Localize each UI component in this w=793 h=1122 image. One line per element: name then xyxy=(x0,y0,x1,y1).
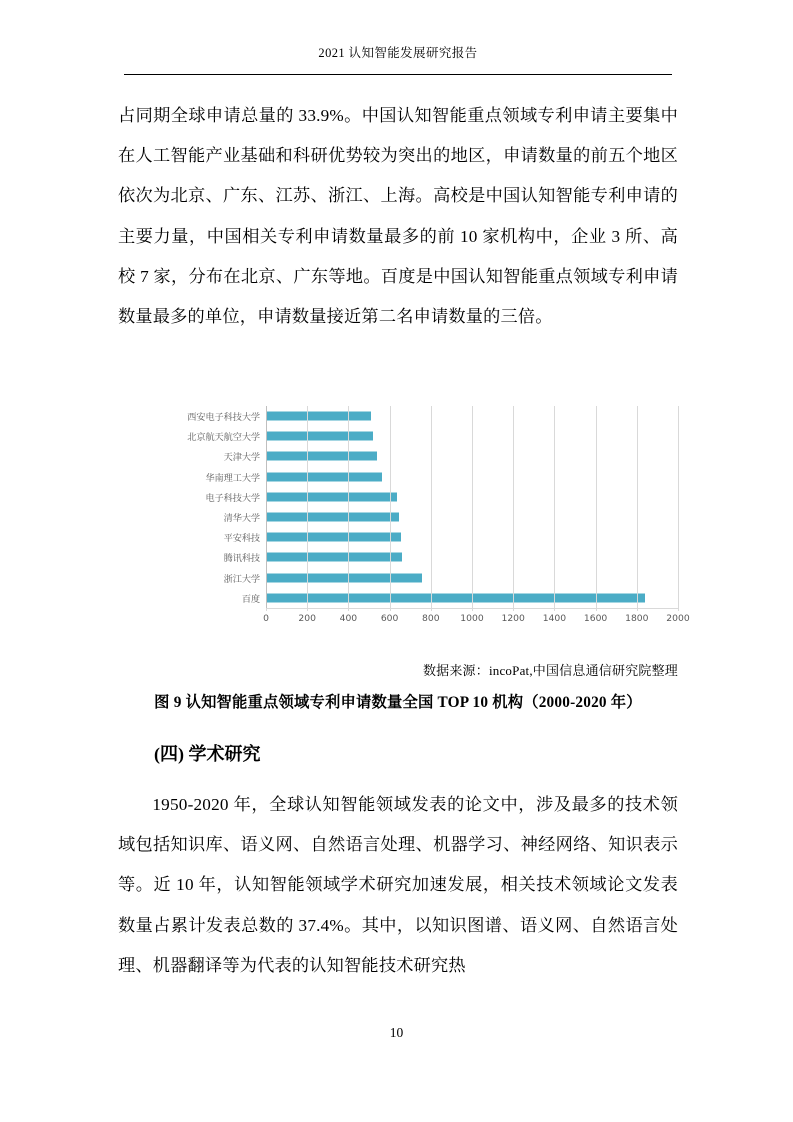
chart-tick-mark xyxy=(390,608,391,611)
chart-bar-track xyxy=(266,487,678,507)
chart-category-label: 清华大学 xyxy=(223,513,260,525)
chart-category-label: 西安电子科技大学 xyxy=(187,412,260,424)
chart-bar-track xyxy=(266,527,678,547)
chart-category-label: 电子科技大学 xyxy=(205,492,260,504)
chart-bar-row xyxy=(118,406,678,426)
chart-bar xyxy=(266,412,371,421)
chart-rows xyxy=(118,406,678,608)
chart-tick-label: 600 xyxy=(380,613,399,624)
chart-tick-label: 0 xyxy=(263,613,269,624)
chart-bar xyxy=(266,513,399,522)
chart-bar-row xyxy=(118,467,678,487)
chart-bar xyxy=(266,472,382,481)
chart-tick-label: 1600 xyxy=(583,613,608,624)
header-divider xyxy=(124,74,672,75)
chart-category-label: 腾讯科技 xyxy=(223,553,260,565)
chart-bar-row xyxy=(118,446,678,466)
chart-bar xyxy=(266,492,397,501)
figure-source-note: 数据来源：incoPat,中国信息通信研究院整理 xyxy=(422,663,678,678)
running-header-title: 2021 认知智能发展研究报告 xyxy=(318,46,478,60)
chart-bar-row xyxy=(118,507,678,527)
chart-tick-mark xyxy=(596,608,597,611)
figure-caption: 图 9 认知智能重点领域专利申请数量全国 TOP 10 机构（2000-2020 年） xyxy=(154,694,642,711)
chart-tick-mark xyxy=(266,608,267,611)
chart-tick-label: 800 xyxy=(422,613,440,624)
bar-chart xyxy=(118,400,690,632)
chart-bar xyxy=(266,553,402,562)
page-number: 10 xyxy=(389,1025,404,1040)
chart-bar-track xyxy=(266,547,678,567)
chart-tick-label: 1000 xyxy=(460,613,484,624)
chart-tick-label: 1200 xyxy=(501,613,525,624)
chart-category-label: 北京航天航空大学 xyxy=(187,432,260,444)
chart-tick-label: 1400 xyxy=(542,613,567,624)
chart-bar xyxy=(266,593,645,602)
chart-bar-row xyxy=(118,588,678,608)
chart-bar-track xyxy=(266,588,678,608)
chart-bar-track xyxy=(266,406,678,426)
chart-tick-mark xyxy=(678,608,679,611)
chart-bar-track xyxy=(266,568,678,588)
chart-bar xyxy=(266,573,422,582)
chart-tick-mark xyxy=(348,608,349,611)
chart-bar-track xyxy=(266,426,678,446)
chart-bar xyxy=(266,533,401,542)
chart-bar xyxy=(266,452,377,461)
chart-bar-track xyxy=(266,507,678,527)
chart-tick-mark xyxy=(472,608,473,611)
chart-bar xyxy=(266,432,373,441)
chart-x-axis xyxy=(263,608,690,632)
chart-bar-track xyxy=(266,467,678,487)
chart-bar-track xyxy=(266,446,678,466)
running-header xyxy=(124,46,672,61)
chart-category-label: 天津大学 xyxy=(223,452,260,464)
chart-bar-row xyxy=(118,487,678,507)
chart-bar-row xyxy=(118,568,678,588)
chart-category-label: 华南理工大学 xyxy=(205,472,260,484)
chart-category-label: 百度 xyxy=(241,593,260,605)
chart-category-label: 平安科技 xyxy=(223,533,260,545)
paragraph-patent-applications: 占同期全球申请总量的 33.9%。中国认知智能重点领域专利申请主要集中在人工智能产业基础和科研优势较为突出的地区，申请数量的前五个地区依次为北京、广东、江苏、浙江、上海。高校是中国认知智能专利申请的主要力量，中国相关专利申请数量最多的前 10 家机构中，企业 3 所、高校 7 家，分布在北京、广东等地。百度是中国认知智能重点领域专利申请数量最多的单位，申请数量接近第二名申请数量的三倍。 xyxy=(118,106,678,327)
chart-tick-mark xyxy=(637,608,638,611)
chart-bar-row xyxy=(118,547,678,567)
paragraph-academic-research: 1950-2020 年，全球认知智能领域发表的论文中，涉及最多的技术领域包括知识库、语义网、自然语言处理、机器学习、神经网络、知识表示等。近 10 年，认知智能领域学术研究加速发展，相关技术领域论文发表数量占累计发表总数的 37.4%。其中，以知识图谱、语义网、自然语言处理、机器翻译等为代表的认知智能技术研究热 xyxy=(118,795,678,975)
chart-tick-label: 1800 xyxy=(625,613,649,624)
chart-gridline xyxy=(678,406,679,608)
figure-9-block xyxy=(118,400,690,632)
chart-tick-label: 400 xyxy=(339,613,358,624)
chart-bar-row xyxy=(118,527,678,547)
body-content-top xyxy=(118,96,678,337)
chart-category-label: 浙江大学 xyxy=(223,573,260,585)
section-heading-academic-research: (四) 学术研究 xyxy=(154,744,261,764)
chart-tick-label: 2000 xyxy=(666,613,690,624)
chart-tick-mark xyxy=(431,608,432,611)
chart-bar-row xyxy=(118,426,678,446)
chart-tick-label: 200 xyxy=(298,613,316,624)
body-content-bottom xyxy=(118,785,678,986)
chart-tick-mark xyxy=(513,608,514,611)
chart-tick-mark xyxy=(554,608,555,611)
chart-tick-mark xyxy=(307,608,308,611)
